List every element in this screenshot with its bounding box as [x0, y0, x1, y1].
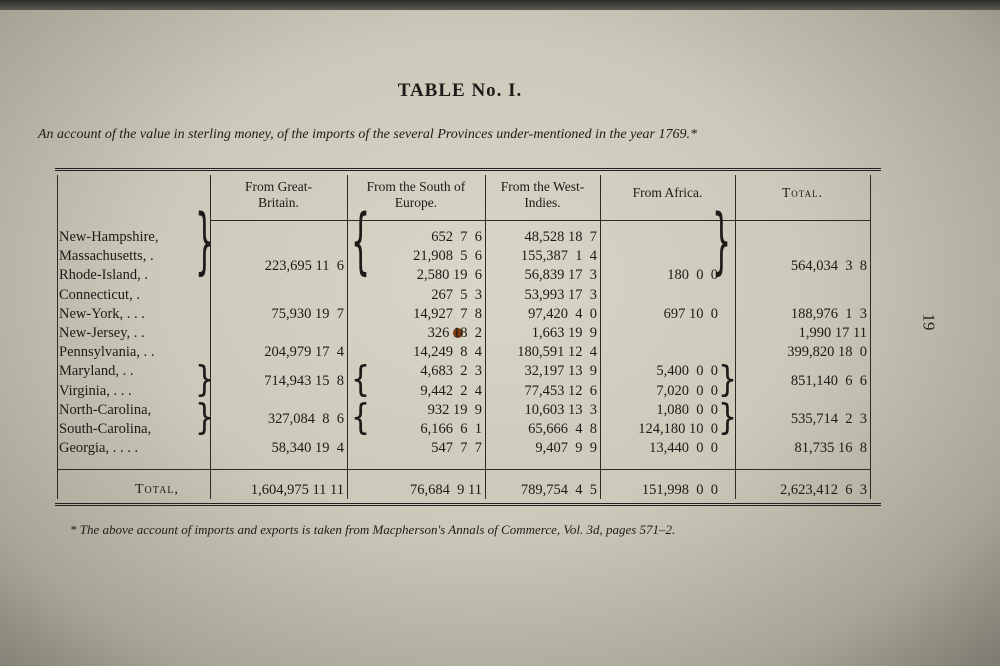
header-rule	[210, 220, 870, 221]
brace-icon: }	[712, 200, 732, 285]
south-europe-value: 14,249 8 4	[413, 344, 482, 361]
grand-total: 2,623,412 6 3	[780, 482, 867, 498]
west-indies-value: 10,603 13 3	[524, 401, 597, 418]
total-africa: 151,998 0 0	[641, 482, 718, 498]
total-west-indies: 789,754 4 5	[520, 482, 597, 498]
africa-value: 5,400 0 0	[656, 363, 718, 380]
brace-icon: {	[351, 200, 371, 285]
south-europe-value: 4,683 2 3	[420, 363, 482, 380]
south-europe-value: 14,927 7 8	[413, 305, 482, 322]
page-top-edge	[0, 0, 1000, 10]
header-south-europe: From the South of Europe.	[366, 179, 466, 210]
great-britain-value: 204,979 17 4	[264, 344, 344, 361]
africa-value: 124,180 10 0	[638, 421, 718, 437]
west-indies-value: 65,666 4 8	[528, 421, 597, 437]
page-title: TABLE No. I.	[397, 80, 523, 101]
total-south-europe: 76,684 9 11	[410, 482, 482, 498]
west-indies-value: 53,993 17 3	[524, 286, 597, 303]
header-great-britain: From Great- Britain.	[244, 179, 313, 210]
great-britain-value: 58,340 19 4	[271, 440, 344, 457]
west-indies-value: 180,591 12 4	[517, 344, 597, 361]
table-caption: An account of the value in sterling money, of the imports of the several Provinces under-mentioned in the year 1769.*	[38, 127, 698, 142]
province-name: Pennsylvania, . .	[59, 344, 155, 361]
south-europe-value: 326 18 2	[427, 325, 482, 341]
brace-icon: {	[351, 358, 371, 401]
brace-icon: }	[195, 200, 215, 285]
africa-value: 13,440 0 0	[649, 440, 718, 457]
south-europe-value: 21,908 5 6	[413, 248, 482, 265]
south-europe-value: 547 7 7	[431, 440, 482, 457]
province-total-value: 851,140 6 6	[790, 373, 867, 389]
province-total-value: 81,735 16 8	[794, 440, 867, 457]
brace-icon: }	[195, 396, 215, 439]
africa-value: 7,020 0 0	[656, 382, 718, 399]
header-west-indies: From the West- Indies.	[500, 179, 585, 210]
province-name: Georgia, . . . .	[59, 440, 139, 457]
great-britain-value: 75,930 19 7	[271, 305, 344, 322]
west-indies-value: 77,453 12 6	[524, 382, 597, 399]
west-indies-value: 9,407 9 9	[535, 440, 597, 457]
great-britain-value: 223,695 11 6	[264, 257, 344, 274]
province-name: South-Carolina,	[59, 421, 152, 437]
west-indies-value: 1,663 19 9	[531, 325, 597, 341]
province-name: New-Jersey, . .	[59, 325, 145, 341]
totals-label: Total,	[135, 482, 179, 497]
province-name: New-York, . . .	[59, 305, 145, 322]
brace-icon: }	[195, 358, 215, 401]
south-europe-value: 652 7 6	[431, 229, 482, 245]
south-europe-value: 6,166 6 1	[420, 421, 482, 437]
province-total-value: 1,990 17 11	[798, 325, 867, 341]
totals-rule	[57, 469, 870, 470]
south-europe-value: 2,580 19 6	[416, 267, 482, 284]
africa-value: 1,080 0 0	[656, 401, 718, 418]
province-name: Virginia, . . .	[59, 382, 132, 399]
total-great-britain: 1,604,975 11 11	[250, 482, 344, 498]
brace-icon: }	[718, 396, 738, 439]
column-rule	[57, 175, 58, 499]
province-name: Rhode-Island, .	[59, 267, 148, 284]
footnote: * The above account of imports and exports is taken from Macpherson's Annals of Commerce, Vol. 3d, pages 571–2.	[70, 522, 676, 537]
africa-value: 180 0 0	[667, 267, 718, 284]
imports-table	[55, 168, 881, 506]
brace-icon: }	[718, 358, 738, 401]
header-africa: From Africa.	[632, 185, 703, 200]
province-total-value: 535,714 2 3	[790, 411, 867, 428]
west-indies-value: 32,197 13 9	[524, 363, 597, 380]
west-indies-value: 155,387 1 4	[520, 248, 597, 265]
south-europe-value: 932 19 9	[427, 401, 482, 418]
west-indies-value: 48,528 18 7	[524, 229, 597, 245]
west-indies-value: 56,839 17 3	[524, 267, 597, 284]
province-name: Connecticut, .	[59, 286, 140, 303]
province-name: North-Carolina,	[59, 401, 152, 418]
province-name: Maryland, . .	[59, 363, 134, 380]
brace-icon: {	[351, 396, 371, 439]
province-name: Massachusetts, .	[59, 248, 154, 265]
great-britain-value: 714,943 15 8	[264, 373, 344, 389]
province-name: New-Hampshire,	[59, 229, 159, 245]
column-rule	[870, 175, 871, 499]
south-europe-value: 9,442 2 4	[420, 382, 482, 399]
great-britain-value: 327,084 8 6	[267, 411, 344, 428]
page-number: 19	[919, 313, 939, 331]
province-total-value: 399,820 18 0	[787, 344, 867, 361]
west-indies-value: 97,420 4 0	[528, 305, 597, 322]
province-total-value: 188,976 1 3	[790, 305, 867, 322]
africa-value: 697 10 0	[663, 305, 718, 322]
header-total: Total.	[782, 185, 823, 200]
south-europe-value: 267 5 3	[431, 286, 482, 303]
province-total-value: 564,034 3 8	[790, 257, 867, 274]
